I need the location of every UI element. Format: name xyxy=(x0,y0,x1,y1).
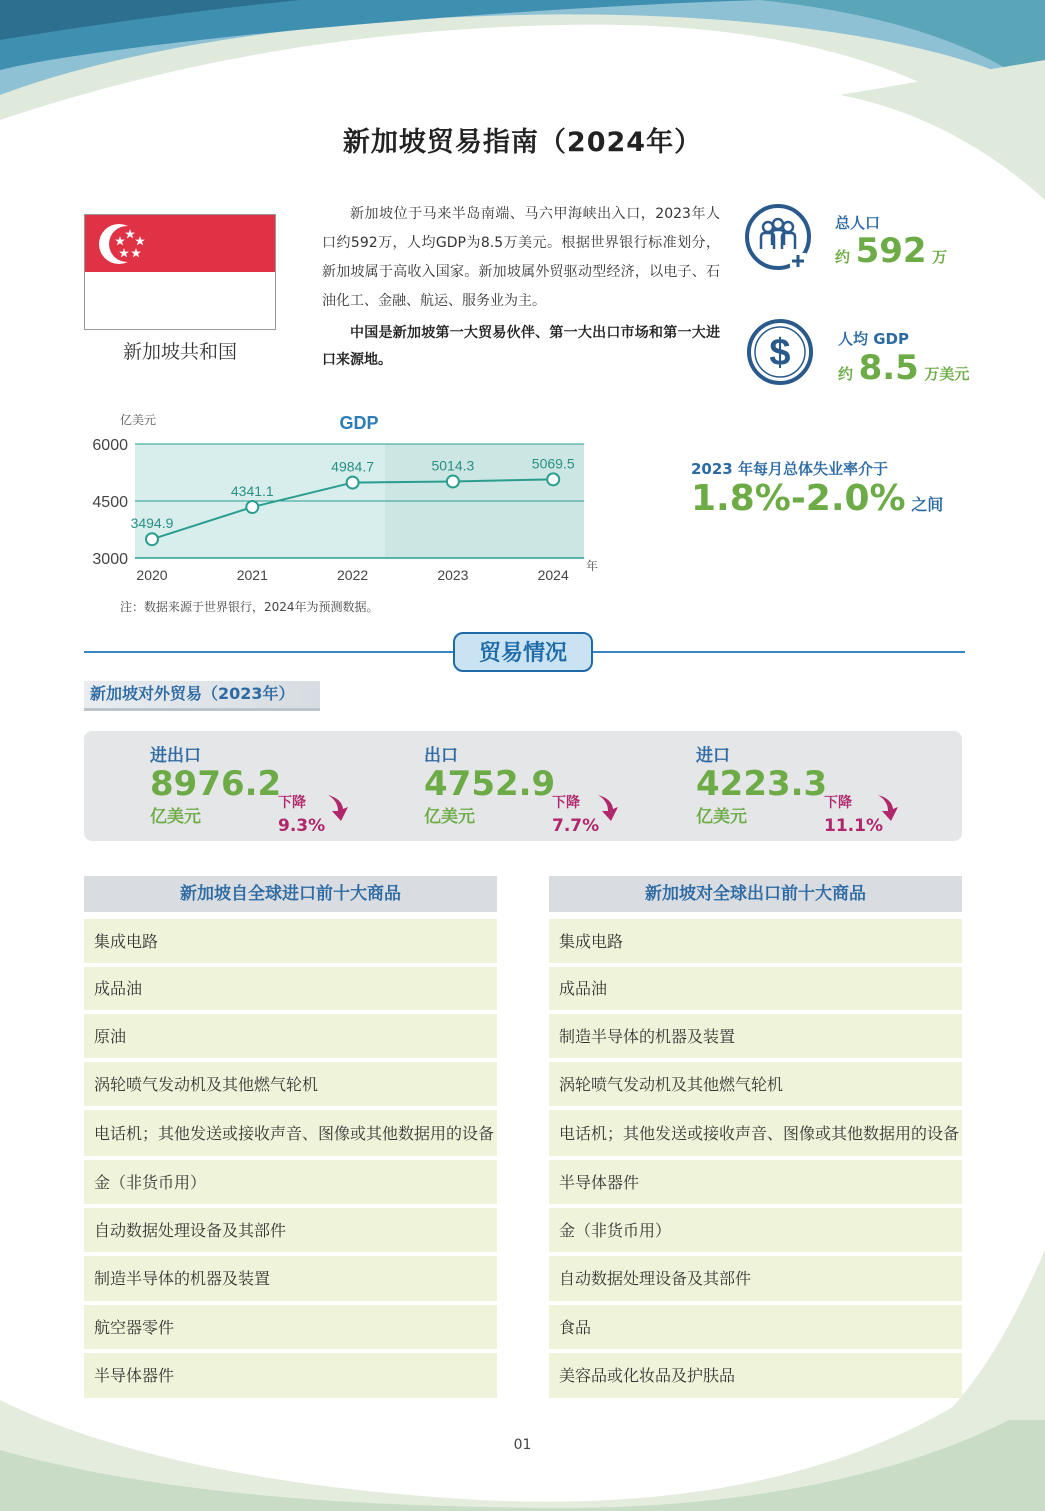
table-row: 成品油 xyxy=(549,967,962,1010)
trade-change-value: 7.7% xyxy=(552,816,600,836)
table-row: 成品油 xyxy=(84,967,497,1010)
population-label: 总人口 xyxy=(835,214,881,232)
chart-x-tick-label: 2022 xyxy=(337,567,369,583)
unemployment-label: 2023 年每月总体失业率介于 xyxy=(691,460,888,478)
trade-change-label: 下降 xyxy=(278,795,306,811)
chart-data-label: 5069.5 xyxy=(531,455,575,472)
table-row: 原油 xyxy=(84,1014,497,1058)
chart-x-axis-label: 年 xyxy=(586,559,599,573)
table-row: 电话机；其他发送或接收声音、图像或其他数据用的设备 xyxy=(84,1110,497,1156)
gdp-per-capita-value xyxy=(838,348,969,388)
trade-change-label: 下降 xyxy=(824,795,852,811)
section-divider-left xyxy=(84,651,453,653)
trade-change-value: 11.1% xyxy=(824,816,883,836)
trade-import xyxy=(696,741,883,836)
exports-table xyxy=(549,876,962,1398)
trade-unit: 亿美元 xyxy=(696,807,747,827)
chart-x-tick-label: 2023 xyxy=(437,567,469,583)
chart-data-point xyxy=(347,477,359,489)
imports-table-header: 新加坡自全球进口前十大商品 xyxy=(84,876,497,912)
gdp-line-chart xyxy=(80,404,620,594)
table-row: 自动数据处理设备及其部件 xyxy=(84,1208,497,1252)
table-row: 涡轮喷气发动机及其他燃气轮机 xyxy=(84,1062,497,1106)
chart-data-point xyxy=(447,475,459,487)
chart-note: 注：数据来源于世界银行，2024年为预测数据。 xyxy=(120,600,379,614)
chart-data-point xyxy=(246,501,258,513)
table-row: 金（非货币用） xyxy=(549,1208,962,1252)
down-arrow-icon xyxy=(326,793,350,823)
gdp-per-capita-unit: 万美元 xyxy=(924,365,970,383)
section-title: 贸易情况 xyxy=(453,632,593,672)
chart-y-tick-label: 6000 xyxy=(92,437,128,454)
chart-data-label: 3494.9 xyxy=(130,515,174,532)
trade-unit: 亿美元 xyxy=(150,807,201,827)
chart-data-label: 5014.3 xyxy=(431,457,475,474)
chart-data-label: 4984.7 xyxy=(331,458,375,475)
unemployment-suffix: 之间 xyxy=(911,495,944,514)
page-title: 新加坡贸易指南（2024年） xyxy=(342,127,703,158)
crescent-stars-icon xyxy=(85,215,276,273)
population-prefix: 约 xyxy=(835,248,851,266)
population-number: 592 xyxy=(855,231,927,271)
intro-paragraph: 新加坡位于马来半岛南端、马六甲海峡出入口，2023年人口约592万，人均GDP为8.5万美元。根据世界银行标准划分，新加坡属于高收入国家。新加坡属外贸驱动型经济，以电子、石油化工、金融、航运、服务业为主。 xyxy=(322,206,720,309)
singapore-flag xyxy=(84,214,276,330)
chart-y-tick-label: 4500 xyxy=(92,494,128,511)
unemployment-rate: 1.8%-2.0% xyxy=(691,478,906,519)
chart-data-point xyxy=(146,533,158,545)
table-row: 制造半导体的机器及装置 xyxy=(549,1014,962,1058)
population-unit: 万 xyxy=(932,248,948,266)
trade-change xyxy=(824,792,883,836)
chart-x-tick-label: 2021 xyxy=(236,567,268,583)
trade-value: 4752.9 xyxy=(424,764,556,804)
chart-x-tick-label: 2024 xyxy=(537,567,569,583)
trade-subtitle: 新加坡对外贸易（2023年） xyxy=(84,681,320,708)
trade-label: 进出口 xyxy=(150,746,201,766)
flag-caption: 新加坡共和国 xyxy=(122,341,237,363)
table-row: 电话机；其他发送或接收声音、图像或其他数据用的设备 xyxy=(549,1110,962,1156)
trade-change xyxy=(278,792,325,836)
table-row: 美容品或化妆品及护肤品 xyxy=(549,1353,962,1398)
section-divider-right xyxy=(593,651,965,653)
table-row: 自动数据处理设备及其部件 xyxy=(549,1256,962,1301)
dollar-icon xyxy=(746,318,814,386)
trade-change-label: 下降 xyxy=(552,795,580,811)
gdp-per-capita-label: 人均 GDP xyxy=(838,330,909,348)
trade-value: 8976.2 xyxy=(150,764,282,804)
unemployment-value xyxy=(691,478,943,519)
intro-highlight: 中国是新加坡第一大贸易伙伴、第一大出口市场和第一大进口来源地。 xyxy=(322,325,720,368)
chart-data-label: 4341.1 xyxy=(230,483,274,500)
imports-table xyxy=(84,876,497,1398)
population-value xyxy=(835,231,947,271)
gdp-per-capita-prefix: 约 xyxy=(838,365,854,383)
trade-unit: 亿美元 xyxy=(424,807,475,827)
people-icon xyxy=(744,203,812,271)
chart-x-tick-label: 2020 xyxy=(136,567,168,583)
intro-text xyxy=(322,200,720,374)
trade-total xyxy=(150,741,326,836)
trade-value: 4223.3 xyxy=(696,764,828,804)
trade-label: 出口 xyxy=(424,746,458,766)
chart-y-tick-label: 3000 xyxy=(92,551,128,568)
trade-change-value: 9.3% xyxy=(278,816,326,836)
trade-change xyxy=(552,792,599,836)
svg-text:$: $ xyxy=(769,332,791,374)
page-number: 01 xyxy=(513,1437,532,1453)
table-row: 食品 xyxy=(549,1305,962,1349)
table-row: 半导体器件 xyxy=(84,1353,497,1398)
trade-export xyxy=(424,741,600,836)
table-row: 制造半导体的机器及装置 xyxy=(84,1256,497,1301)
down-arrow-icon xyxy=(876,793,900,823)
chart-y-axis-label: 亿美元 xyxy=(120,413,157,427)
trade-label: 进口 xyxy=(696,746,730,766)
exports-table-header: 新加坡对全球出口前十大商品 xyxy=(549,876,962,912)
trade-summary xyxy=(84,731,962,841)
down-arrow-icon xyxy=(596,793,620,823)
chart-data-point xyxy=(547,473,559,485)
chart-title: GDP xyxy=(339,413,379,433)
table-row: 集成电路 xyxy=(84,919,497,963)
gdp-per-capita-number: 8.5 xyxy=(858,348,919,388)
table-row: 涡轮喷气发动机及其他燃气轮机 xyxy=(549,1062,962,1106)
table-row: 半导体器件 xyxy=(549,1160,962,1204)
table-row: 金（非货币用） xyxy=(84,1160,497,1204)
table-row: 集成电路 xyxy=(549,919,962,963)
table-row: 航空器零件 xyxy=(84,1305,497,1349)
